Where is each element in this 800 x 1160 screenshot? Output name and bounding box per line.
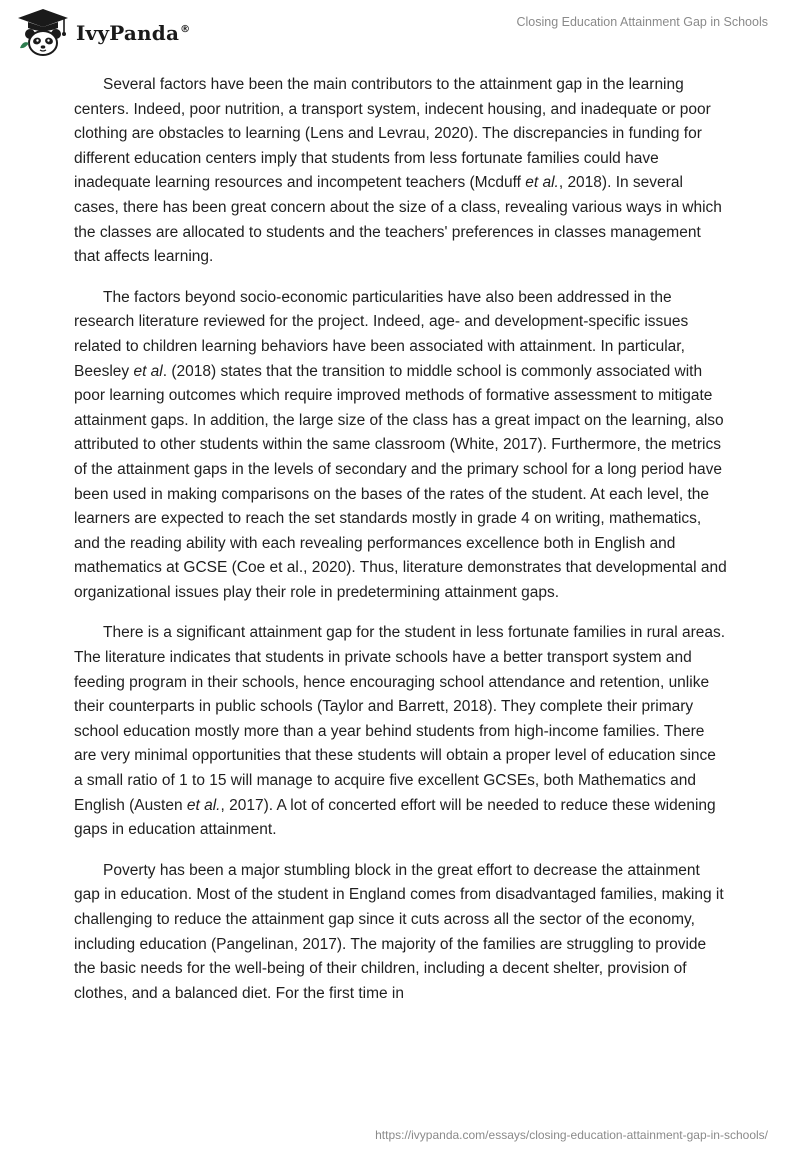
italic-et-al: et al	[133, 362, 163, 380]
italic-et-al: et al.	[186, 796, 221, 814]
source-url-link[interactable]: https://ivypanda.com/essays/closing-education-attainment-gap-in-schools/	[375, 1128, 768, 1142]
paragraph-3: There is a significant attainment gap for the student in less fortunate families in rural areas. The literature indicates that students in private schools have a better transport system and feeding program in their schools, hence encouraging school attendance and retention, unlike their counterparts in public schools (Taylor and Barrett, 2018). They complete their primary school education mostly more than a year behind students from high-income families. There are very minimal opportunities that these students will obtain a proper level of education since a small ratio of 1 to 15 will manage to acquire five excellent GCSEs, both Mathematics and English (Austen et al., 2017). A lot of concerted effort will be needed to reduce these widening gaps in education attainment.	[74, 624, 726, 839]
brand-logo[interactable]	[12, 7, 190, 57]
essay-body	[74, 73, 728, 1022]
paragraph-2: The factors beyond socio-economic particularities have also been addressed in the research literature reviewed for the project. Indeed, age- and development-specific issues related to children learning behaviors have been associated with attainment. In particular, Beesley et al. (2018) states that the transition to middle school is commonly associated with poor learning outcomes which require improved methods of formative assessment to mitigate attainment gaps. In addition, the large size of the class has a great impact on the learning, also attributed to other students within the same classroom (White, 2017). Furthermore, the metrics of the attainment gaps in the levels of secondary and the primary school for a long period have been used in making comparisons on the bases of the rates of the student. At each level, the learners are expected to reach the set standards mostly in grade 4 on writing, mathematics, and the reading ability with each revealing performances excellence both in English and mathematics at GCSE (Coe et al., 2020). Thus, literature demonstrates that developmental and organizational issues play their role in predetermining attainment gaps.	[74, 288, 727, 601]
document-title: Closing Education Attainment Gap in Schools	[516, 15, 768, 29]
italic-et-al: et al.	[525, 174, 559, 192]
paragraph-4: Poverty has been a major stumbling block in the great effort to decrease the attainment gap in education. Most of the student in England comes from disadvantaged families, making it challenging to reduce the attainment gap since it cuts across all the sector of the economy, including education (Pangelinan, 2017). The majority of the families are struggling to provide the basic needs for the well-being of their children, including a decent shelter, provision of clothes, and a balanced diet. For the first time in	[74, 861, 724, 1002]
panda-graduation-cap-icon	[12, 7, 74, 57]
registered-mark: ®	[180, 24, 191, 36]
page-header	[0, 0, 800, 60]
brand-name: IvyPanda®	[76, 21, 191, 45]
paragraph-1: Several factors have been the main contributors to the attainment gap in the learning centers. Indeed, poor nutrition, a transport system, indecent housing, and inadequate or poor clothing are obstacles to learning (Lens and Levrau, 2020). The discrepancies in funding for different education centers imply that students from less fortunate families could have inadequate learning resources and incompetent teachers (Mcduff et al., 2018). In several cases, there has been great concern about the size of a class, revealing various ways in which the classes are allocated to students and the teachers' preferences in classes management that affects learning.	[74, 76, 722, 266]
